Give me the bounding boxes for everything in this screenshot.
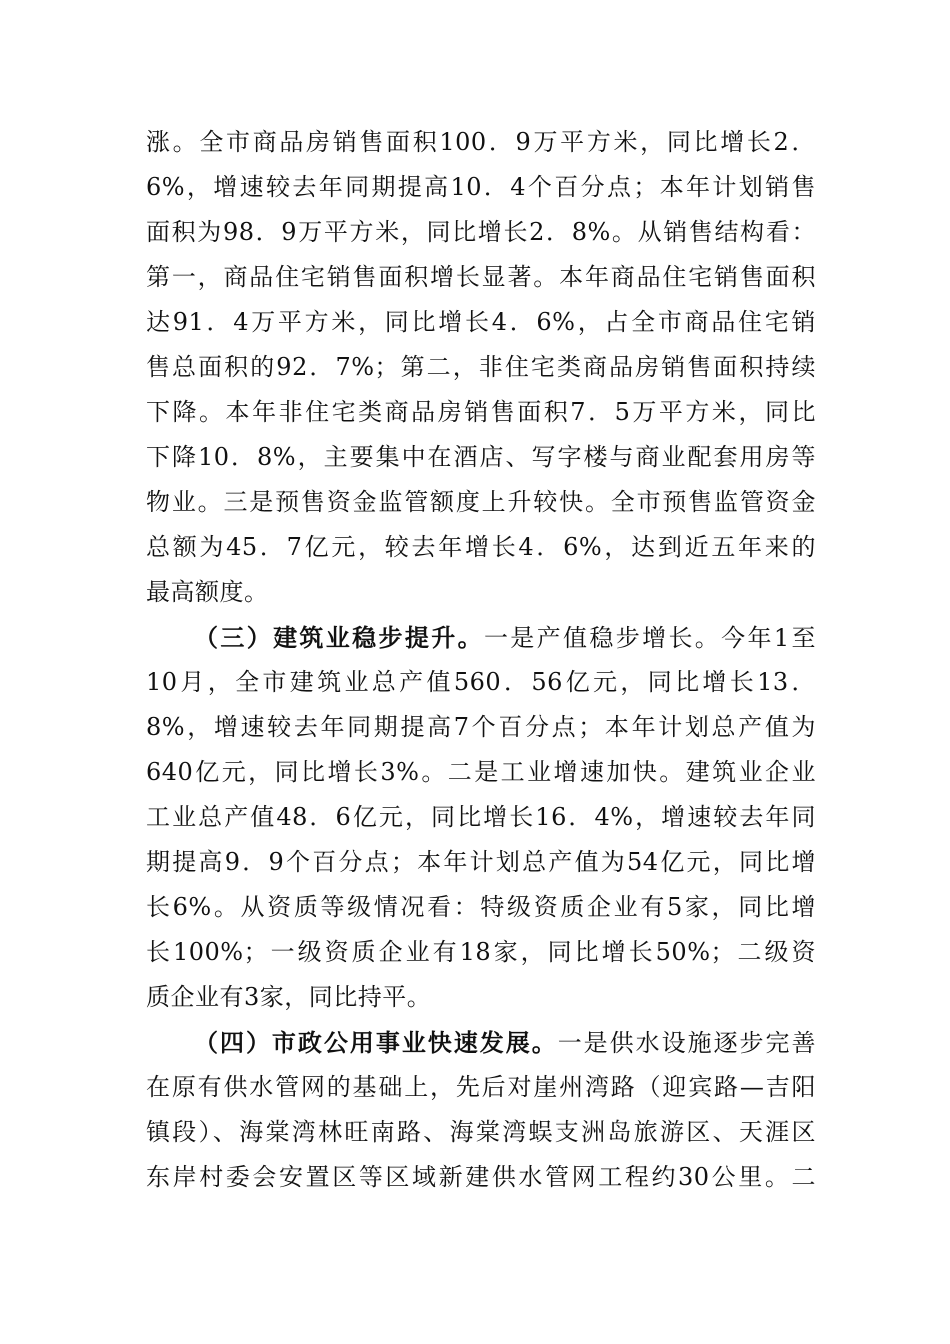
text-line: 10月，全市建筑业总产值560．56亿元，同比增长13． bbox=[146, 668, 816, 696]
text-line: 面积为98．9万平方米，同比增长2．8%。从销售结构看： bbox=[146, 218, 816, 246]
paragraph-construction bbox=[146, 615, 816, 1020]
text-fragment: 一是供水设施逐步完善 bbox=[557, 1029, 817, 1057]
text-line: 东岸村委会安置区等区域新建供水管网工程约30公里。二 bbox=[146, 1163, 816, 1191]
paragraph-real-estate-sales bbox=[146, 120, 816, 615]
section-heading: （四）市政公用事业快速发展。 bbox=[194, 1028, 558, 1057]
text-line: 第一，商品住宅销售面积增长显著。本年商品住宅销售面积 bbox=[146, 263, 816, 291]
text-line: 总额为45．7亿元，较去年增长4．6%，达到近五年来的 bbox=[146, 533, 816, 561]
text-line: 物业。三是预售资金监管额度上升较快。全市预售监管资金 bbox=[146, 488, 816, 516]
text-fragment: 一是产值稳步增长。今年1至 bbox=[483, 624, 816, 652]
paragraph-first-line bbox=[146, 615, 816, 660]
text-line: 在原有供水管网的基础上，先后对崖州湾路（迎宾路—吉阳 bbox=[146, 1073, 816, 1101]
section-heading: （三）建筑业稳步提升。 bbox=[194, 623, 484, 652]
text-line: 涨。全市商品房销售面积100．9万平方米，同比增长2． bbox=[146, 128, 816, 156]
text-line: 8%，增速较去年同期提高7个百分点；本年计划总产值为 bbox=[146, 713, 816, 741]
text-line: 售总面积的92．7%；第二，非住宅类商品房销售面积持续 bbox=[146, 353, 816, 381]
text-line: 长100%；一级资质企业有18家，同比增长50%；二级资 bbox=[146, 938, 816, 966]
text-line: 工业总产值48．6亿元，同比增长16．4%，增速较去年同 bbox=[146, 803, 816, 831]
text-line: 期提高9．9个百分点；本年计划总产值为54亿元，同比增 bbox=[146, 848, 816, 876]
text-line: 最高额度。 bbox=[146, 578, 269, 606]
text-line: 640亿元，同比增长3%。二是工业增速加快。建筑业企业 bbox=[146, 758, 816, 786]
paragraph-first-line bbox=[146, 1020, 816, 1065]
paragraph-municipal-utilities bbox=[146, 1020, 816, 1200]
document-body bbox=[146, 120, 816, 1200]
text-line: 6%，增速较去年同期提高10．4个百分点；本年计划销售 bbox=[146, 173, 816, 201]
text-line: 下降10．8%，主要集中在酒店、写字楼与商业配套用房等 bbox=[146, 443, 816, 471]
text-line: 达91．4万平方米，同比增长4．6%，占全市商品住宅销 bbox=[146, 308, 816, 336]
text-line: 镇段）、海棠湾林旺南路、海棠湾蜈支洲岛旅游区、天涯区 bbox=[146, 1118, 816, 1146]
text-line: 下降。本年非住宅类商品房销售面积7．5万平方米，同比 bbox=[146, 398, 816, 426]
text-line: 质企业有3家，同比持平。 bbox=[146, 983, 432, 1011]
text-line: 长6%。从资质等级情况看：特级资质企业有5家，同比增 bbox=[146, 893, 816, 921]
